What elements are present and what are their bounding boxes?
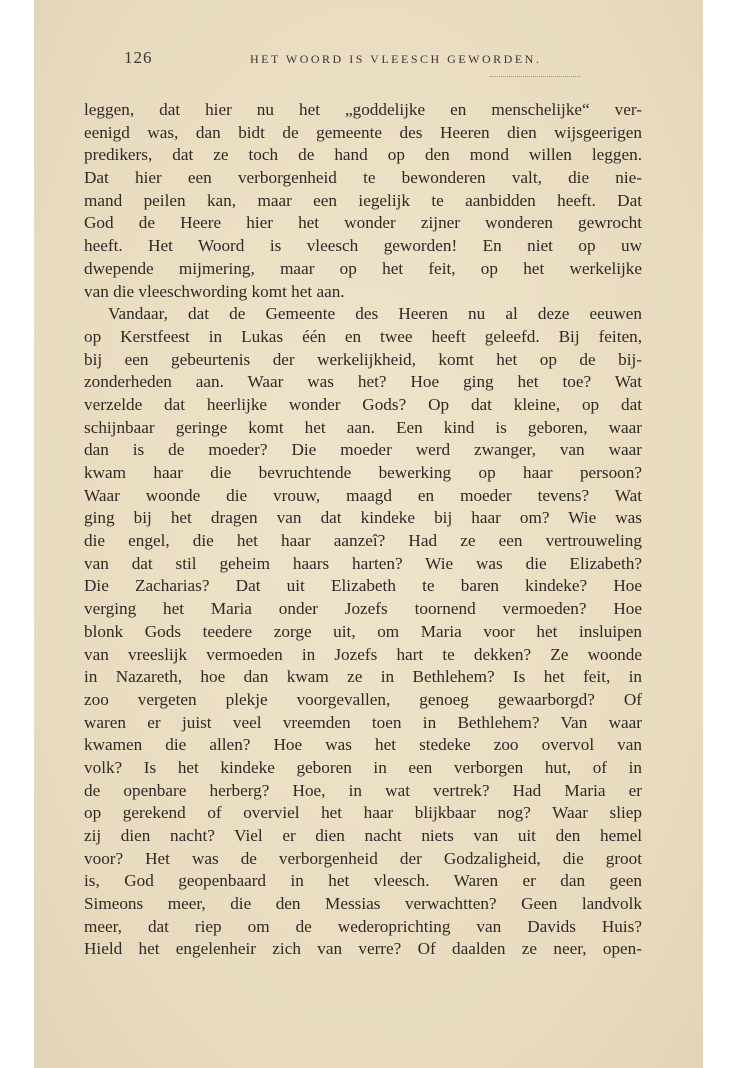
text-line: Die Zacharias? Dat uit Elizabeth te baren kindeke? Hoe	[84, 576, 642, 596]
text-line: dan is de moeder? Die moeder werd zwanger, van waar	[84, 440, 642, 460]
body-text	[84, 99, 642, 961]
text-line: waren er juist veel vreemden toen in Bethlehem? Van waar	[84, 712, 642, 732]
text-line: van vreeslijk vermoeden in Jozefs hart te dekken? Ze woonde	[84, 644, 642, 664]
text-line: zoo vergeten plekje voorgevallen, genoeg gewaarborgd? Of	[84, 689, 642, 709]
text-line: Simeons meer, die den Messias verwachtten? Geen landvolk	[84, 894, 642, 914]
text-line: kwamen die allen? Hoe was het stedeke zoo overvol van	[84, 735, 642, 755]
text-line: leggen, dat hier nu het „goddelijke en menschelijke“ ver-	[84, 100, 642, 119]
text-line: in Nazareth, hoe dan kwam ze in Bethlehem? Is het feit, in	[84, 667, 642, 687]
text-line: schijnbaar geringe komt het aan. Een kind is geboren, waar	[84, 417, 642, 437]
text-line: volk? Is het kindeke geboren in een verborgen hut, of in	[84, 757, 642, 777]
text-line: predikers, dat ze toch de hand op den mond willen leggen.	[84, 145, 642, 165]
text-line: mand peilen kan, maar een iegelijk te aanbidden heeft. Dat	[84, 190, 642, 210]
text-line: verzelde dat heerlijke wonder Gods? Op dat kleine, op dat	[84, 394, 642, 414]
text-line: op gerekend of overviel het haar blijkbaar nog? Waar sliep	[84, 803, 642, 823]
text-line: ging bij het dragen van dat kindeke bij haar om? Wie was	[84, 508, 642, 528]
text-line: meer, dat riep om de wederoprichting van Davids Huis?	[84, 916, 642, 936]
text-line: heeft. Het Woord is vleesch geworden! En niet op uw	[84, 236, 642, 256]
text-line: God de Heere hier het wonder zijner wonderen gewrocht	[84, 213, 642, 233]
text-line: dwepende mijmering, maar op het feit, op het werkelijke	[84, 258, 642, 278]
text-line: zij dien nacht? Viel er dien nacht niets van uit den hemel	[84, 826, 642, 845]
text-line: Hield het engelenheir zich van verre? Of daalden ze neer, open-	[84, 939, 642, 959]
text-line: Dat hier een verborgenheid te bewonderen valt, die nie-	[84, 168, 642, 188]
text-line: op Kerstfeest in Lukas één en twee heeft geleefd. Bij feiten,	[84, 326, 642, 346]
text-line: de openbare herberg? Hoe, in wat vertrek? Had Maria er	[84, 780, 642, 800]
text-line: Vandaar, dat de Gemeente des Heeren nu al deze eeuwen	[108, 304, 642, 324]
text-line: is, God geopenbaard in het vleesch. Waren er dan geen	[84, 871, 642, 891]
text-line: eenigd was, dan bidt de gemeente des Heeren dien wijsgeerigen	[84, 122, 642, 142]
text-line: die engel, die het haar aanzeî? Had ze een vertrouweling	[84, 531, 642, 551]
text-line: van dat stil geheim haars harten? Wie was die Elizabeth?	[84, 553, 642, 573]
page-header	[118, 48, 678, 72]
text-line: van die vleeschwording komt het aan.	[84, 281, 345, 301]
text-line: voor? Het was de verborgenheid der Godzaligheid, die groot	[84, 848, 642, 868]
text-line: zonderheden aan. Waar was het? Hoe ging het toe? Wat	[84, 372, 642, 392]
header-rule	[490, 76, 580, 77]
text-line: kwam haar die bevruchtende bewerking op haar persoon?	[84, 463, 642, 482]
text-line: Waar woonde die vrouw, maagd en moeder tevens? Wat	[84, 485, 642, 505]
text-line: bij een gebeurtenis der werkelijkheid, komt het op de bij-	[84, 349, 642, 369]
running-title: HET WOORD IS VLEESCH GEWORDEN.	[250, 52, 542, 66]
page-number: 126	[124, 48, 153, 67]
text-line: blonk Gods teedere zorge uit, om Maria voor het insluipen	[84, 621, 642, 641]
text-line: verging het Maria onder Jozefs toornend vermoeden? Hoe	[84, 599, 642, 619]
